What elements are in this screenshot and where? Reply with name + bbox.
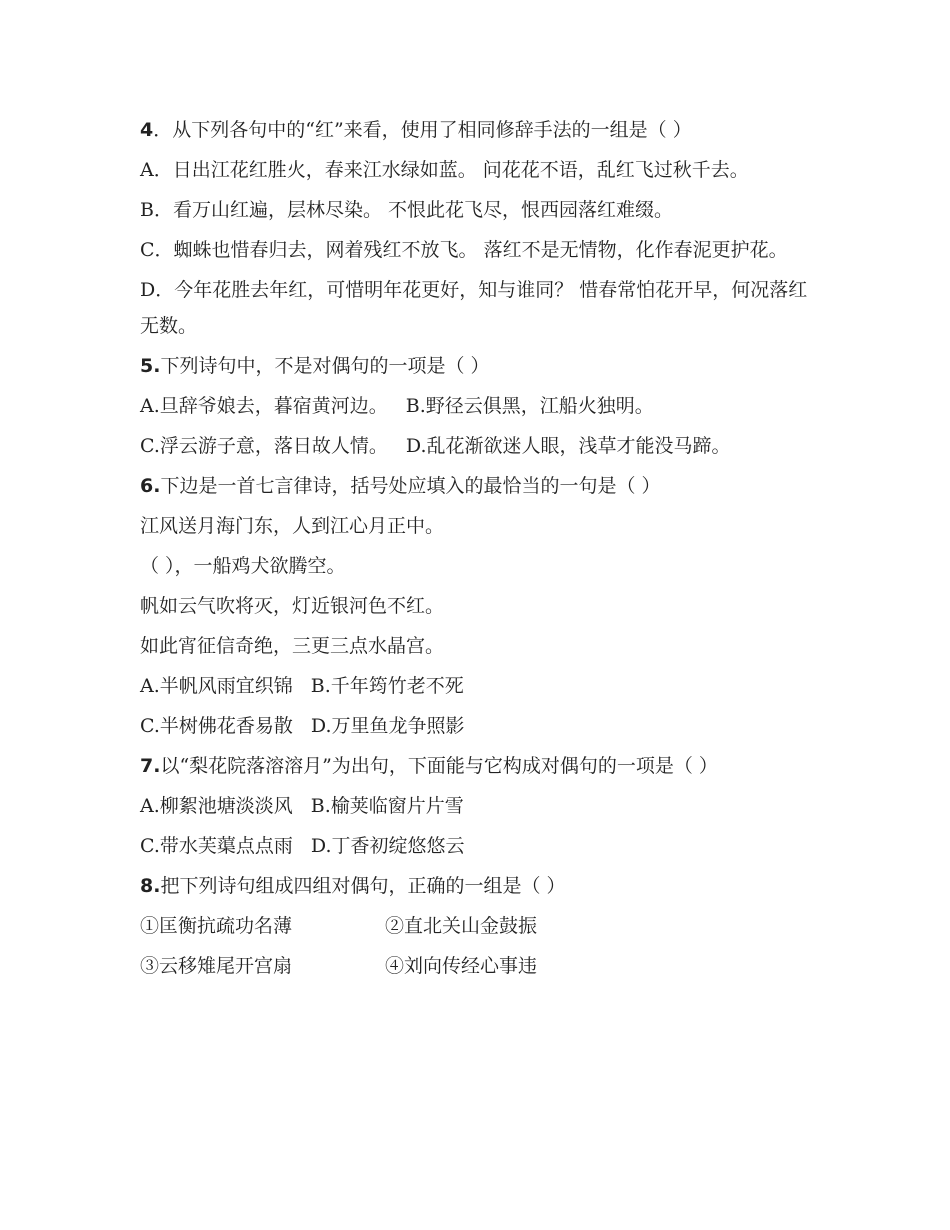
question-8-stem [140,868,820,904]
document-page [140,112,820,988]
question-number: 7. [140,755,161,777]
question-7-stem [140,748,820,784]
question-4-option-b: B．看万山红遍，层林尽染。 不恨此花飞尽，恨西园落红难缀。 [140,199,674,221]
question-number: 8. [140,875,161,897]
option-c: C.带水芙蕖点点雨 [140,835,293,857]
verse-4: ④刘向传经心事违 [385,955,538,977]
option-b: B.榆荚临窗片片雪 [310,795,464,817]
question-7-options-row-2 [140,828,820,864]
question-6-options-row-2 [140,708,820,744]
option-c: C.浮云游子意，落日故人情。 [140,435,388,457]
option-d: D.万里鱼龙争照影 [310,715,465,737]
poem-line-2: （ ），一船鸡犬欲腾空。 [140,555,346,577]
verse-3: ③云移雉尾开宫扇 [140,955,293,977]
question-number: 6. [140,475,161,497]
verse-1: ①匡衡抗疏功名薄 [140,915,293,937]
option-d: D.乱花渐欲迷人眼，浅草才能没马蹄。 [405,435,731,457]
question-text: 下边是一首七言律诗，括号处应填入的最恰当的一句是（ ） [160,475,661,497]
poem-line-1: 江风送月海门东，人到江心月正中。 [140,515,445,537]
question-text: ．从下列各句中的“红”来看，使用了相同修辞手法的一组是（ ） [153,119,692,141]
question-8-verse-row-1 [140,908,820,944]
question-6-stem [140,468,820,504]
question-number: 4 [140,119,154,141]
option-b: B.千年筠竹老不死 [310,675,464,697]
option-a: A.半帆风雨宜织锦 [140,675,293,697]
question-4-option-d: D．今年花胜去年红，可惜明年花更好，知与谁同？ 惜春常怕花开早，何况落红无数。 [140,279,808,337]
question-5-options-row-2 [140,428,820,464]
question-5-options-row-1 [140,388,820,424]
question-4-option-a: A．日出江花红胜火，春来江水绿如蓝。 问花花不语，乱红飞过秋千去。 [140,159,749,181]
question-6-options-row-1 [140,668,820,704]
poem-line-4: 如此宵征信奇绝，三更三点水晶宫。 [140,635,445,657]
poem-line-3: 帆如云气吹将灭，灯近银河色不红。 [140,595,445,617]
question-4-option-c: C．蜘蛛也惜春归去，网着残红不放飞。 落红不是无情物，化作春泥更护花。 [140,239,788,261]
question-text: 把下列诗句组成四组对偶句，正确的一组是（ ） [160,875,566,897]
question-text: 以“梨花院落溶溶月”为出句，下面能与它构成对偶句的一项是（ ） [160,755,718,777]
option-a: A.旦辞爷娘去，暮宿黄河边。 [140,395,388,417]
question-number: 5. [140,355,161,377]
question-5-stem [140,348,820,384]
question-4-stem [140,112,820,148]
question-8-verse-row-2 [140,948,820,984]
option-a: A.柳絮池塘淡淡风 [140,795,293,817]
question-7-options-row-1 [140,788,820,824]
question-text: 下列诗句中，不是对偶句的一项是（ ） [160,355,490,377]
option-d: D.丁香初绽悠悠云 [310,835,465,857]
verse-2: ②直北关山金鼓振 [385,915,538,937]
option-b: B.野径云俱黑，江船火独明。 [405,395,654,417]
option-c: C.半树佛花香易散 [140,715,293,737]
